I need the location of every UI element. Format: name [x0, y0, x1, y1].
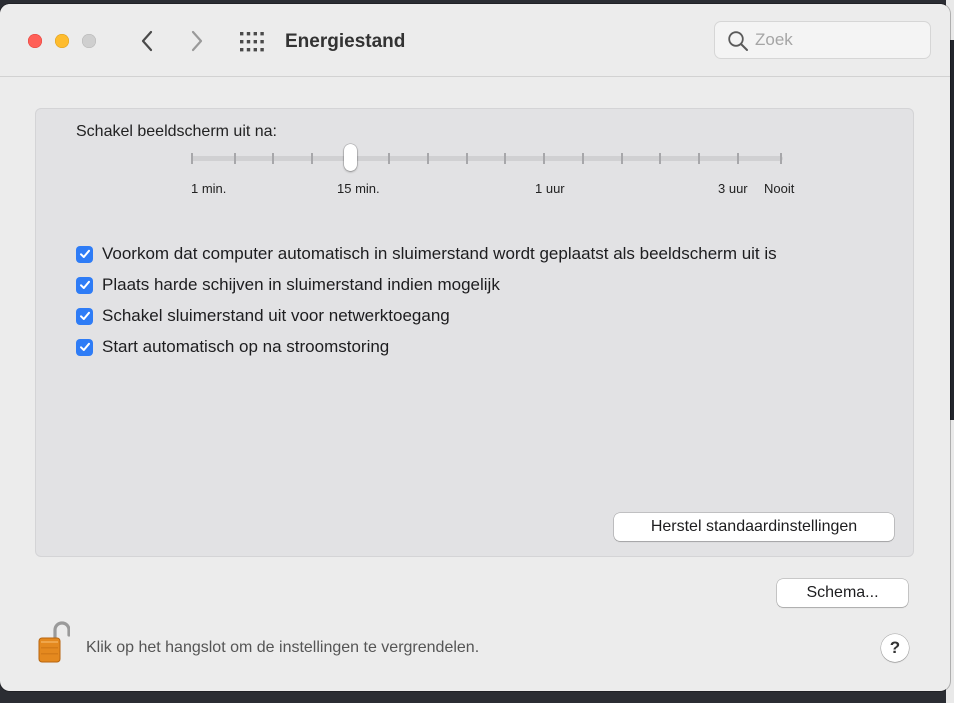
search-field[interactable] [714, 21, 931, 59]
slider-tick [504, 153, 506, 164]
slider-tick [272, 153, 274, 164]
option-label: Start automatisch op na stroomstoring [102, 337, 390, 356]
tick-label-1-uur: 1 uur [535, 181, 565, 196]
lock-hint-text: Klik op het hangslot om de instellingen te vergrendelen. [86, 639, 480, 656]
help-button[interactable]: ? [881, 634, 909, 662]
option-label: Plaats harde schijven in sluimerstand indien mogelijk [102, 275, 500, 294]
back-button[interactable] [134, 28, 160, 54]
checkbox[interactable] [76, 308, 93, 325]
slider-tick [659, 153, 661, 164]
option-auto-restart[interactable] [76, 336, 389, 358]
slider-tick [780, 153, 782, 164]
slider-tick [234, 153, 236, 164]
option-network-wake[interactable] [76, 305, 450, 327]
display-sleep-label: Schakel beeldscherm uit na: [76, 123, 277, 140]
restore-defaults-button[interactable]: Herstel standaardinstellingen [614, 513, 894, 541]
unlocked-padlock-icon[interactable] [38, 619, 70, 665]
slider-tick [543, 153, 545, 164]
option-prevent-sleep[interactable] [76, 243, 777, 265]
settings-panel [35, 108, 914, 557]
slider-knob[interactable] [344, 144, 357, 171]
chevron-right-icon [190, 30, 204, 52]
slider-tick [388, 153, 390, 164]
slider-tick [466, 153, 468, 164]
slider-tick [582, 153, 584, 164]
slider-tick [698, 153, 700, 164]
checkmark-icon [79, 248, 91, 260]
search-icon [727, 30, 749, 52]
forward-button[interactable] [184, 28, 210, 54]
minimize-button[interactable] [55, 34, 69, 48]
slider-tick [427, 153, 429, 164]
preferences-window [0, 4, 950, 691]
slider-tick [737, 153, 739, 164]
tick-label-15-min: 15 min. [337, 181, 380, 196]
checkbox[interactable] [76, 339, 93, 356]
show-all-grid-icon[interactable] [240, 32, 264, 52]
checkmark-icon [79, 310, 91, 322]
checkmark-icon [79, 279, 91, 291]
option-label: Voorkom dat computer automatisch in sluimerstand wordt geplaatst als beeldscherm uit is [102, 244, 777, 263]
checkbox[interactable] [76, 246, 93, 263]
chevron-left-icon [140, 30, 154, 52]
checkmark-icon [79, 341, 91, 353]
slider-track[interactable] [191, 156, 783, 161]
option-disk-sleep[interactable] [76, 274, 500, 296]
option-label: Schakel sluimerstand uit voor netwerktoegang [102, 306, 450, 325]
window-title: Energiestand [285, 31, 406, 52]
title-bar [0, 4, 950, 77]
slider-tick [191, 153, 193, 164]
zoom-button[interactable] [82, 34, 96, 48]
schedule-button[interactable]: Schema... [777, 579, 908, 607]
close-button[interactable] [28, 34, 42, 48]
slider-tick [311, 153, 313, 164]
slider-tick [621, 153, 623, 164]
tick-label-nooit: Nooit [764, 181, 795, 196]
display-sleep-slider[interactable] [191, 142, 783, 176]
search-input[interactable] [755, 29, 920, 51]
tick-label-3-uur: 3 uur [718, 181, 748, 196]
tick-label-1-min: 1 min. [191, 181, 227, 196]
checkbox[interactable] [76, 277, 93, 294]
